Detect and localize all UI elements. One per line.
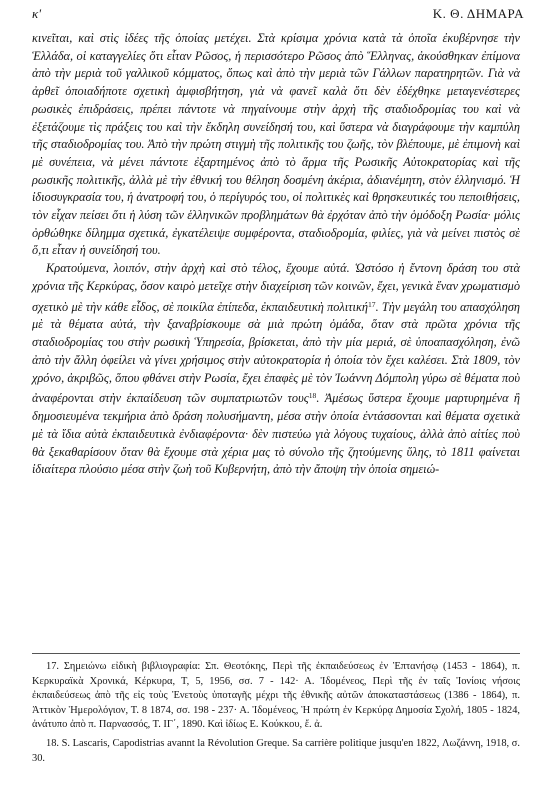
page-header: [32, 6, 524, 26]
footnote: 17. Σημειώνω εἰδικὴ βιβλιογραφία: Σπ. Θεοτόκης, Περὶ τῆς ἐκπαιδεύσεως ἐν Ἑπτανήσῳ (1453 - 1864), π. Κερκυραϊκὰ Χρονικά, Κέρκυρα, Τ, 5, 1956, σσ. 7 - 142· Α. Ἰδομένεος, Περὶ τῆς ἐν ταῖς Ἰονίοις νήσοις ἐκπαιδεύσεως ἀπὸ τῆς εἰς τοὺς Ἐνετοὺς ὑποταγῆς μέχρι τῆς ἐθνικῆς αὐτῶν ἀποκαταστάσεως (1386 - 1864), π. Ἀττικὸν Ἡμερολόγιον, Τ. 8 1874, σσ. 198 - 237· Α. Ἰδομένεος, Ἡ πρώτη ἐν Κερκύρᾳ Δημοσία Σχολή, 1805 - 1824, ἀνάτυπο ἀπὸ π. Παρνασσός, Τ. ΙΓ΄, 1890. Καὶ ἰδίως Ε. Κούκκου, ἔ. ἀ.: [32, 661, 520, 731]
footnote: 18. S. Lascaris, Capodistrias avannt la Révolution Greque. Sa carrière politique jusqu'en 1822, Λωζάννη, 1918, σ. 30.: [32, 737, 520, 764]
footnote-reference[interactable]: 17: [367, 299, 376, 309]
paragraph-text: . Τὴν μεγάλη του απασχόληση μὲ τὰ θέματα αὐτά, τὴν ξαναβρίσκουμε σὰ μιὰ πρώτη ὁμάδα, ὅταν στὰ πρῶτα χρόνια τῆς σταδιοδρομίας του στὴν ρωσικὴ Ὑπηρεσία, βρίσκεται, ἀπὸ τὴν μία μεριά, σὲ ὑποαπασχόληση, ἐνῶ ἀπὸ τὴν ἄλλη ὀφείλει νὰ γίνει χρήσιμος στὴν αὐτοκρατορία ἡ ὁποία τὸν ἔχει καλέσει. Στὰ 1809, τὸν χρόνο, ἀκριβῶς, ὅπου φθάνει στὴν Ρωσία, ἔχει ἐπαφὲς μὲ τὸν Ἰωάννη Δόμπολη γύρω σὲ θέματα ποὺ ἀναφέρονται στὴν ἐκπαίδευση τῶν συμπατριωτῶν τους: [32, 299, 521, 406]
footnotes: [32, 660, 520, 770]
paragraph: κινεῖται, καὶ στὶς ἰδέες τῆς ὁποίας μετέχει. Στὰ κρίσιμα χρόνια κατὰ τὰ ὁποῖα ἐκυβέρνησε τὴν Ἑλλάδα, οἱ καταγγελίες ὅτι εἶταν Ρῶσος, ἡ περισσότερο Ρῶσος ἀπὸ Ἕλληνας, ἀκούσθηκαν ἐπίμονα ἀπὸ τὴν μεριὰ τοῦ γαλλικοῦ κόμματος, ὅπως καὶ ἀπὸ τὴν μεριὰ τῶν Γάλλων παρατηρητῶν. Γιὰ νὰ ἀρθεῖ ὁποιαδήποτε σχετικὴ ἀμφισβήτηση, γιὰ νὰ φανεῖ καλὰ ὅτι δὲν ἐδέχθηκε μεταγενέστερες ρωσικὲς ἐπιδράσεις, πρέπει πάντοτε νὰ πηγαίνουμε στὴν ἀρχὴ τῆς σταδιοδρομίας του καὶ νὰ ἐξετάζουμε τὶς πράξεις του καὶ τὴν ἔκδηλη συνείδησή του, καὶ ὕστερα νὰ διαγράφουμε τὴν καμπύλη τῆς σταδιοδρομίας του. Ἀπὸ τὴν πρώτη στιγμὴ τῆς πολιτικῆς του ζωῆς, τὸν βλέπουμε, μὲ ἐπιμονὴ καὶ μὲ συνέπεια, νὰ μένει πάντοτε ἐξαρτημένος ἀπὸ τὸ ἅρμα τῆς Ρωσικῆς Αὐτοκρατορίας καὶ τῆς ρωσικῆς πολιτικῆς, ἀλλὰ μὲ τὴν ἐθνική του θέληση δοσμένη ἀκέρια, ἀδιανέμητη, στὸν ἑλληνισμό. Ἡ ἰδιοσυγκρασία του, ἡ ἀνατροφή του, ὁ περίγυρός του, οἱ πολιτικὲς καὶ θρησκευτικές του πεποιθήσεις, τὸν εἶχαν πείσει ὅτι ἡ λύση τῶν ἑλληνικῶν προβλημάτων θὰ ἐρχόταν ἀπὸ τὴν ὁμόδοξη Ρωσία· μόλις ὀρθώθηκε δίλημμα σχετικά, ἐγκατέλειψε συμφέροντα, σταδιοδρομία, φιλίες, γιὰ νὰ μείνει πιστὸς σὲ ὅ,τι εἶταν ἡ συνείδησή του.: [32, 31, 520, 258]
paragraph-text: Κρατούμενα, λοιπόν, στὴν ἀρχὴ καὶ στὸ τέλος, ἔχουμε αὐτά. Ὡστόσο ἡ ἔντονη δράση του στὰ χρόνια τῆς Κερκύρας, ὅσον καιρὸ μετεῖχε στὴν διαχείριση τῶν κοινῶν, ἔχει, γενικὰ ἕναν χρωματισμὸ σχετικὸ μὲ τὴν κάθε εἶδος, σὲ ποικίλα ἐπίπεδα, ἐκπαιδευτικὴ πολιτική: [32, 261, 520, 314]
footnote-reference[interactable]: 18: [308, 391, 317, 401]
paragraph-text: . Ἀμέσως ὕστερα ἔχουμε μαρτυρημένα ἢ δημοσιευμένα τεκμήρια ἀπὸ δράση πολυσήμαντη, μέσα στὴν ὁποία ἐντάσσονται καὶ θέματα σχετικὰ μὲ τὰ ἴδια αὐτὰ ἐκπαιδευτικὰ ἐνδιαφέροντα· δὲν πιστεύω γιὰ λόγους τυχαίους, ἀλλὰ ἀπὸ αἰτίες ποὺ θὰ ξεκαθαρίσουν ὅταν θὰ ἔχουμε στὰ χέρια μας τὸ σύνολο τῆς ζητούμενης ὕλης, τὸ 1811 φαίνεται ἰδιαίτερα πλούσιο μέσα στὴν ζωὴ τοῦ Κυβερνήτη, ἀπὸ τὴν ἄποψη τὴν ὁποία σημειώ-: [32, 391, 520, 477]
page-number: κ': [32, 6, 42, 21]
running-head-author: Κ. Θ. ΔΗΜΑΡΑ: [432, 6, 524, 21]
paragraph: [32, 260, 520, 479]
footnote-divider: [32, 653, 520, 654]
main-text: [32, 30, 520, 479]
